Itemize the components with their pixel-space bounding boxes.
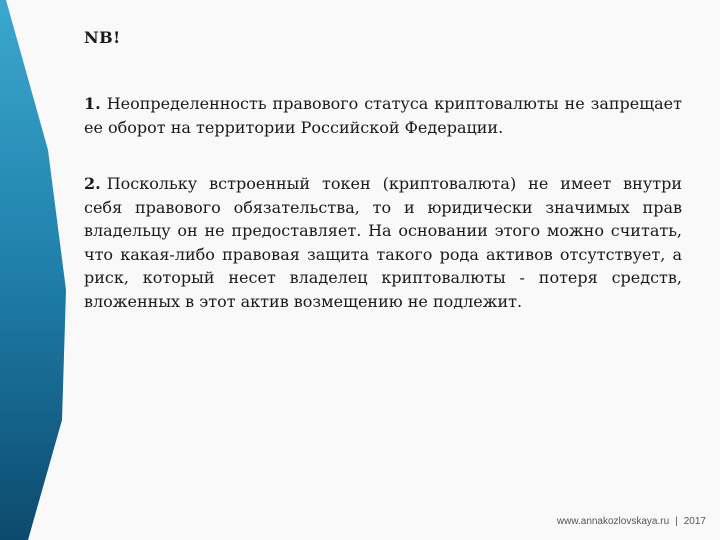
paragraph-2-number: 2.	[84, 174, 101, 193]
slide-heading: NB!	[84, 28, 121, 47]
paragraph-1-text: Неопределенность правового статуса криптовалюты не запрещает ее оборот на территории Российской Федерации.	[84, 94, 682, 137]
paragraph-2	[84, 172, 682, 313]
paragraph-1-number: 1.	[84, 94, 101, 113]
footer-website: www.annakozlovskaya.ru	[556, 516, 670, 527]
footer-year: 2017	[683, 516, 706, 527]
slide-footer	[557, 516, 706, 527]
paragraph-1	[84, 92, 682, 139]
slide-content	[84, 28, 682, 346]
footer-separator: |	[675, 516, 678, 527]
paragraph-2-text: Поскольку встроенный токен (криптовалюта) не имеет внутри себя правового обязательства, то и юридически значимых прав владельцу он не предоставляет. На основании этого можно считать, что какая-либо правовая защита такого рода активов отсутствует, а риск, который несет владелец криптовалюты - потеря средств, вложенных в этот актив возмещению не подлежит.	[84, 174, 682, 311]
